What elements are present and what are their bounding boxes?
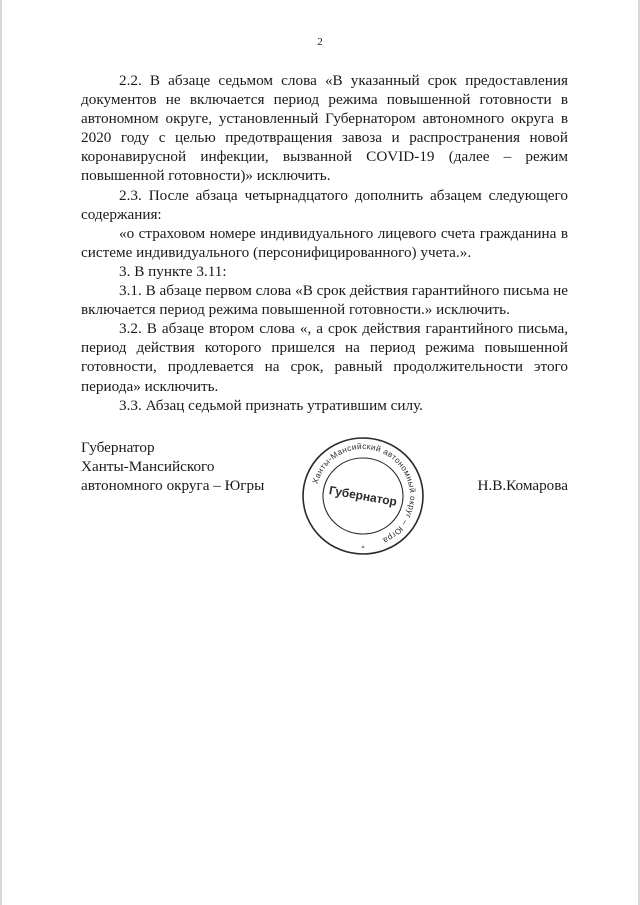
paragraph-3-2: 3.2. В абзаце втором слова «, а срок действия гарантийного письма, период действия которого пришелся на период режима повышенной готовности, продлевается на срок, равный продолжительности этого периода» исключить. xyxy=(81,320,568,395)
paragraph-3-1: 3.1. В абзаце первом слова «В срок действия гарантийного письма не включается период режима повышенной готовности.» исключить. xyxy=(81,282,568,319)
document-body xyxy=(81,71,568,415)
signer-title-line: Ханты-Мансийского xyxy=(81,458,215,476)
signer-title-line: Губернатор xyxy=(81,439,155,456)
page-number: 2 xyxy=(317,36,323,48)
official-seal xyxy=(297,432,429,560)
signer-title-line: автономного округа – Югры xyxy=(81,477,265,495)
paragraph-3: 3. В пункте 3.11: xyxy=(119,262,227,280)
paragraph-2-2: 2.2. В абзаце седьмом слова «В указанный срок предоставления документов не включается период режима повышенной готовности в автономном округе, установленный Губернатором автономного округа в 2020 году с целью предотвращения завоза и распространения новой коронавирусной инфекции, вызванной COVID-19 (далее – режим повышенной готовности)» исключить. xyxy=(81,72,568,185)
signature-block xyxy=(81,436,568,566)
paragraph-2-3: 2.3. После абзаца четырнадцатого дополнить абзацем следующего содержания: xyxy=(81,186,568,223)
seal-center-text: Губернатор xyxy=(327,483,399,509)
signer-title xyxy=(81,438,264,495)
signer-name: Н.В.Комарова xyxy=(477,477,568,494)
paragraph-quoted-addition: «о страховом номере индивидуального лицевого счета гражданина в системе индивидуального (персонифицированного) учета.». xyxy=(81,224,568,261)
seal-ring-text: Ханты-Мансийский автономный округ – Югра xyxy=(310,441,418,546)
seal-bottom-star: * xyxy=(361,545,365,552)
paragraph-3-3: 3.3. Абзац седьмой признать утратившим силу. xyxy=(119,396,423,414)
scan-edge-left xyxy=(0,0,2,905)
